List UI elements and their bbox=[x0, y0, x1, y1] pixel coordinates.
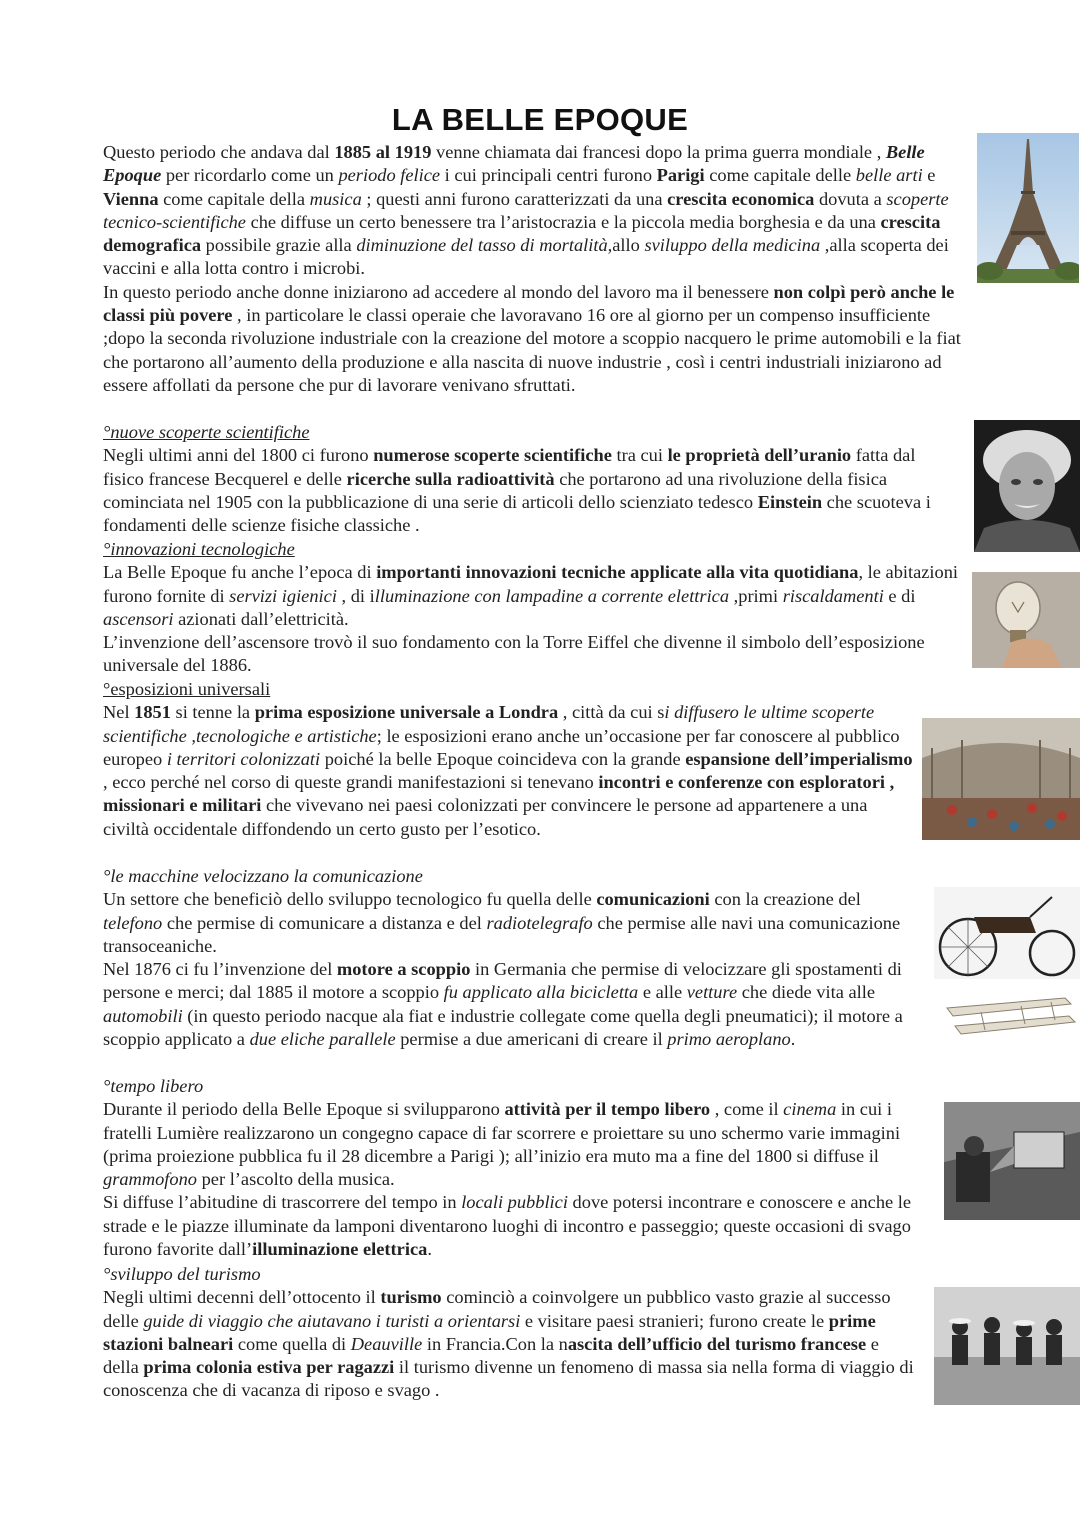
section-innovazioni bbox=[103, 538, 959, 678]
text-run: dovuta a bbox=[814, 188, 887, 209]
text-run: per ricordarlo come un bbox=[161, 165, 339, 186]
text-run: azionati dall’elettricità. bbox=[173, 608, 349, 629]
section-heading-turismo: °sviluppo del turismo bbox=[103, 1264, 261, 1284]
light-bulb-image bbox=[972, 572, 1080, 668]
cinema-projector-image bbox=[944, 1102, 1080, 1220]
text-run: che permise di comunicare a distanza e del bbox=[162, 912, 487, 933]
section-paragraph bbox=[103, 888, 909, 958]
text-run: , ecco perché nel corso di queste grandi manifestazioni si tenevano bbox=[103, 772, 599, 793]
text-run: e alle bbox=[638, 982, 687, 1003]
intro-paragraph-1 bbox=[103, 141, 975, 281]
text-run: grammofono bbox=[103, 1169, 198, 1190]
section-heading-tempo-libero: °tempo libero bbox=[103, 1076, 204, 1096]
exposition-hall-image bbox=[922, 718, 1080, 840]
text-run: telefono bbox=[103, 912, 163, 933]
text-run: , in particolare le classi operaie che lavoravano 16 ore al giorno per un compenso insufficiente ;dopo la seconda rivoluzione industriale con la creazione del motore a scoppio nacquero le prime automobili e la fiat che portarono all’aumento della produzione e alla nascita di nuove industrie , così i centri industriali iniziarono ad essere affollati da persone che pur di lavorare venivano sfruttati. bbox=[103, 305, 961, 395]
text-run: , città da cui s bbox=[558, 702, 665, 723]
early-airplane-image bbox=[941, 990, 1080, 1050]
text-run: e della bbox=[103, 1333, 879, 1378]
text-run: due eliche parallele bbox=[249, 1029, 396, 1050]
text-run: i cui principali centri furono bbox=[440, 165, 657, 186]
text-run: . bbox=[427, 1239, 432, 1260]
text-run: locali pubblici bbox=[461, 1192, 568, 1213]
text-run: Negli ultimi decenni dell’ottocento il bbox=[103, 1287, 381, 1308]
text-run: 1885 al 1919 bbox=[334, 142, 432, 162]
page-title: LA BELLE EPOQUE bbox=[391, 102, 689, 137]
section-paragraph bbox=[103, 1191, 931, 1261]
section-paragraph bbox=[103, 1286, 915, 1402]
text-run: Nel 1876 ci fu l’invenzione del bbox=[103, 959, 337, 980]
section-paragraph bbox=[103, 958, 909, 1051]
text-run: La Belle Epoque fu anche l’epoca di bbox=[103, 562, 377, 583]
section-heading-innovazioni: °innovazioni tecnologiche bbox=[103, 539, 295, 559]
section-esposizioni bbox=[103, 678, 915, 841]
text-run: lluminazione con lampadine a corrente elettrica bbox=[374, 585, 730, 606]
text-run: che diffuse un certo benessere tra l’aristocrazia e la piccola media borghesia e da una bbox=[245, 211, 881, 232]
text-run: crescita demografica bbox=[103, 211, 941, 256]
text-run: Durante il periodo della Belle Epoque si svilupparono bbox=[103, 1099, 505, 1120]
text-run: Un settore che beneficiò dello sviluppo tecnologico fu quella delle bbox=[103, 889, 597, 910]
text-run: che vivevano nei paesi colonizzati per convincere le persone ad appartenere a una civiltà occidentale diffondendo un certo gusto per l’esotico. bbox=[103, 795, 868, 839]
text-run: con la creazione del bbox=[709, 889, 861, 910]
text-run: primo aeroplano bbox=[667, 1029, 791, 1050]
text-run: Belle Epoque bbox=[103, 142, 925, 186]
text-run: ,alla scoperta dei vaccini e alla lotta contro i microbi. bbox=[103, 235, 949, 279]
text-run: permise a due americani di creare il bbox=[395, 1029, 668, 1050]
text-run: come capitale della bbox=[158, 188, 310, 209]
section-paragraph bbox=[103, 631, 959, 678]
text-run: dove potersi incontrare e conoscere e anche le strade e le piazze illuminate da lamponi diventarono luoghi di incontro e passeggio; queste occasioni di svago furono favorite dall’ bbox=[103, 1192, 912, 1260]
text-run: ascensori bbox=[103, 608, 174, 629]
text-run: per l’ascolto della musica. bbox=[197, 1169, 395, 1190]
text-run: sviluppo della medicina bbox=[644, 235, 821, 256]
text-run: numerose scoperte scientifiche bbox=[373, 445, 612, 466]
text-run: . bbox=[790, 1029, 796, 1050]
text-run: ricerche sulla radioattività bbox=[346, 468, 555, 489]
text-run: come quella di bbox=[233, 1333, 351, 1354]
text-run: tra cui bbox=[611, 445, 668, 466]
text-run: attività per il tempo libero bbox=[504, 1099, 711, 1120]
text-run: le proprietà dell’uranio bbox=[667, 445, 852, 466]
section-paragraph bbox=[103, 561, 959, 631]
text-run: che permise alle navi una comunicazione transoceaniche. bbox=[103, 912, 901, 956]
text-run: ; questi anni furono caratterizzati da una bbox=[361, 188, 668, 209]
text-run: in Germania che permise di velocizzare gli spostamenti di persone e merci; dal 1885 il motore a scoppio bbox=[103, 959, 902, 1003]
text-run: e bbox=[922, 165, 936, 186]
text-run: (in questo periodo nacque ala fiat e industrie collegate come quella degli pneumatici); il motore a scoppio applicato a bbox=[103, 1005, 903, 1050]
section-scoperte bbox=[103, 421, 959, 537]
text-run: musica bbox=[309, 188, 362, 209]
text-run: guide di viaggio che aiutavano i turisti a orientarsi bbox=[143, 1310, 521, 1331]
text-run: , di i bbox=[336, 585, 375, 606]
text-run: poiché la belle Epoque coincideva con la grande bbox=[320, 748, 686, 769]
text-run: riscaldamenti bbox=[782, 585, 884, 606]
text-run: ascita dell’ufficio del turismo francese bbox=[567, 1333, 867, 1354]
text-run: si tenne la bbox=[170, 702, 255, 723]
text-run: illuminazione elettrica bbox=[252, 1239, 428, 1260]
text-run: Vienna bbox=[103, 188, 159, 209]
text-run: vetture bbox=[686, 982, 738, 1003]
text-run: Negli ultimi anni del 1800 ci furono bbox=[103, 445, 374, 466]
einstein-portrait-image bbox=[974, 420, 1080, 552]
text-run: e di bbox=[883, 585, 916, 606]
text-run: motore a scoppio bbox=[336, 959, 471, 980]
text-run: , le abitazioni furono fornite di bbox=[103, 562, 959, 606]
text-run: come capitale delle bbox=[704, 165, 856, 186]
text-run: crescita economica bbox=[667, 188, 815, 209]
section-heading-macchine: °le macchine velocizzano la comunicazione bbox=[103, 866, 423, 886]
text-run: In questo periodo anche donne iniziarono ad accedere al mondo del lavoro ma il benessere bbox=[103, 281, 774, 302]
text-run: periodo felice bbox=[338, 165, 441, 186]
section-paragraph bbox=[103, 1098, 931, 1191]
beach-children-image bbox=[934, 1287, 1080, 1405]
text-run: comunicazioni bbox=[596, 889, 710, 910]
text-run: Deauville bbox=[350, 1333, 423, 1354]
text-run: servizi igienici bbox=[229, 585, 337, 606]
section-tempo-libero bbox=[103, 1075, 931, 1261]
text-run: ,primi bbox=[729, 585, 783, 606]
text-run: i territori colonizzati bbox=[166, 748, 321, 769]
text-run: fu applicato alla bicicletta bbox=[443, 982, 639, 1003]
section-turismo bbox=[103, 1263, 915, 1403]
text-run: cinema bbox=[783, 1099, 837, 1120]
text-run: cominciò a coinvolgere un pubblico vasto grazie al successo delle bbox=[103, 1287, 891, 1331]
text-run: venne chiamata dai francesi dopo la prima guerra mondiale , bbox=[431, 142, 886, 162]
text-run: il turismo divenne un fenomeno di massa sia nella forma di viaggio di conoscenza che di vacanza di riposo e svago . bbox=[103, 1357, 914, 1401]
section-paragraph bbox=[103, 444, 959, 537]
text-run: i diffusero le ultime scoperte scientifiche ,tecnologiche e artistiche bbox=[103, 702, 875, 746]
text-run: prime stazioni balneari bbox=[103, 1310, 876, 1354]
eiffel-tower-image bbox=[977, 133, 1079, 283]
text-run: diminuzione del tasso di mortalità, bbox=[356, 235, 613, 256]
text-run: Si diffuse l’abitudine di trascorrere del tempo in bbox=[103, 1192, 462, 1213]
text-run: che diede vita alle bbox=[737, 982, 875, 1003]
text-run: Nel bbox=[103, 702, 135, 723]
text-run: non colpì però anche le classi più povere bbox=[103, 281, 955, 326]
text-run: espansione dell’imperialismo bbox=[685, 748, 913, 769]
text-run: turismo bbox=[380, 1287, 442, 1308]
text-run: belle arti bbox=[855, 165, 923, 186]
text-run: Questo periodo che andava dal bbox=[103, 142, 335, 162]
text-run: prima esposizione universale a Londra bbox=[254, 702, 559, 723]
text-run: importanti innovazioni tecniche applicate alla vita quotidiana bbox=[376, 562, 859, 583]
section-paragraph bbox=[103, 701, 915, 841]
text-run: 1851 bbox=[134, 702, 171, 723]
text-run: , come il bbox=[710, 1099, 784, 1120]
section-macchine bbox=[103, 865, 909, 1051]
intro-section bbox=[103, 141, 975, 397]
text-run: scoperte tecnico-scientifiche bbox=[103, 188, 949, 232]
text-run: fatta dal fisico francese Becquerel e delle bbox=[103, 445, 916, 489]
text-run: automobili bbox=[103, 1005, 183, 1026]
text-run: allo bbox=[612, 235, 645, 256]
text-run: ; le esposizioni erano anche un’occasione per far conoscere al pubblico europeo bbox=[103, 725, 900, 769]
text-run: in Francia.Con la n bbox=[422, 1333, 568, 1354]
section-heading-esposizioni: °esposizioni universali bbox=[103, 679, 271, 699]
text-run: radiotelegrafo bbox=[486, 912, 593, 933]
text-run: che scuoteva i fondamenti delle scienze fisiche classiche . bbox=[103, 491, 931, 536]
section-heading-scoperte: °nuove scoperte scientifiche bbox=[103, 422, 310, 442]
early-automobile-image bbox=[934, 887, 1080, 979]
text-run: e visitare paesi stranieri; furono create le bbox=[520, 1310, 829, 1331]
text-run: prima colonia estiva per ragazzi bbox=[143, 1357, 395, 1378]
text-run: Parigi bbox=[656, 165, 705, 186]
intro-paragraph-2 bbox=[103, 281, 975, 397]
text-run: incontri e conferenze con esploratori , missionari e militari bbox=[103, 772, 895, 816]
text-run: possibile grazie alla bbox=[201, 235, 357, 256]
text-run: che portarono ad una rivoluzione della fisica cominciata nel 1905 con la pubblicazione di una serie di articoli dello scienziato tedesco bbox=[103, 468, 888, 512]
text-run: Einstein bbox=[757, 491, 823, 512]
text-run: in cui i fratelli Lumière realizzarono un congegno capace di far scorrere e proiettare su uno schermo varie immagini (prima proiezione pubblica fu il 28 dicembre a Parigi ); all’inizio era muto ma a fine del 1800 si diffuse il bbox=[103, 1099, 901, 1166]
text-run: L’invenzione dell’ascensore trovò il suo fondamento con la Torre Eiffel che divenne il simbolo dell’esposizione universale del 1886. bbox=[103, 632, 925, 676]
